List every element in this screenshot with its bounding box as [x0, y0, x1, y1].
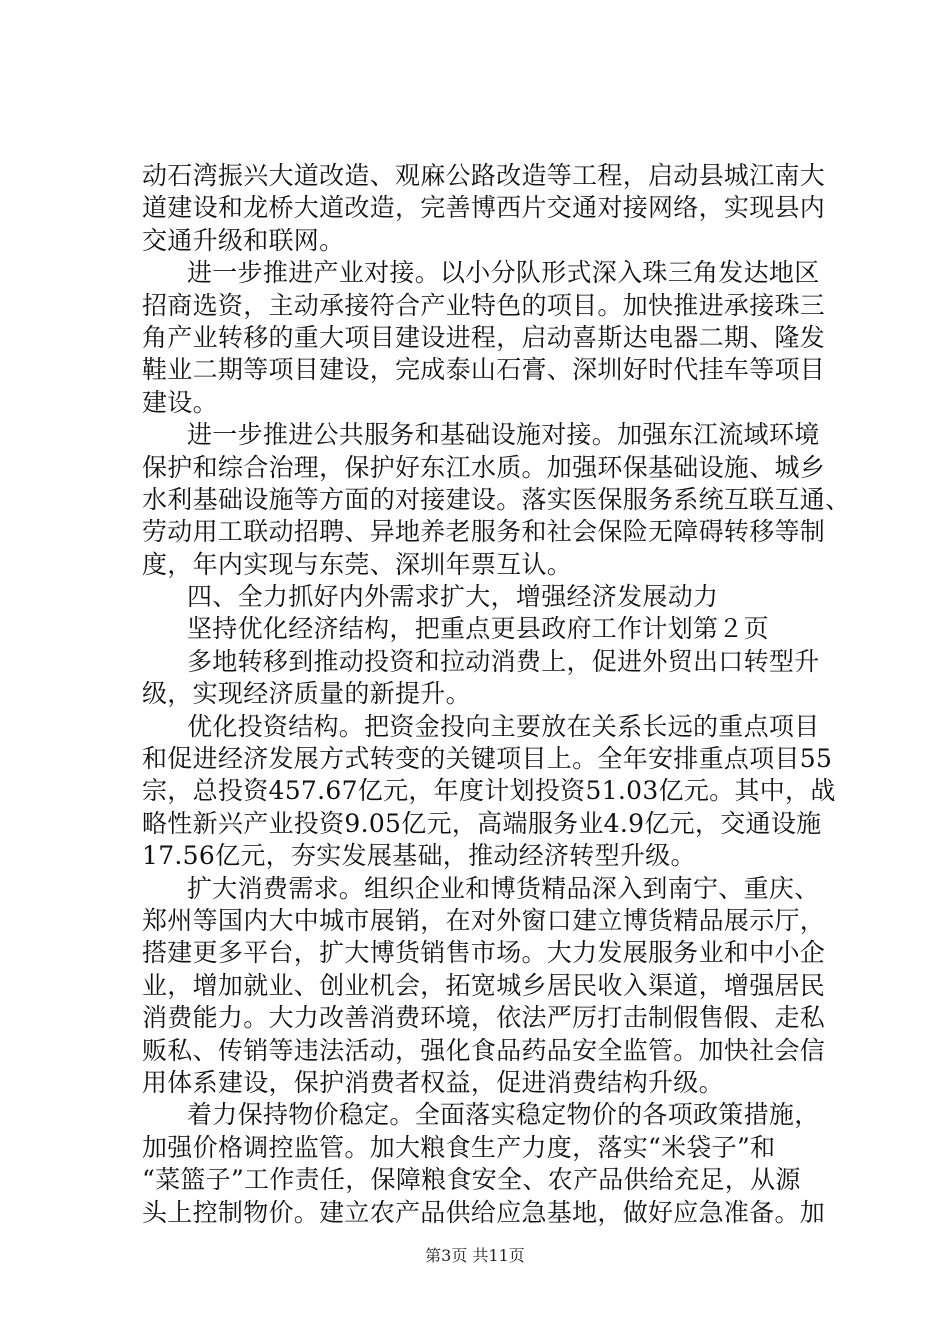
text-line: 水利基础设施等方面的对接建设。落实医保服务系统互联互通、 [142, 484, 851, 514]
text-line: 搭建更多平台，扩大博货销售市场。大力发展服务业和中小企 [142, 938, 826, 968]
paragraph-start-line: 多地转移到推动投资和拉动消费上，促进外贸出口转型升 [187, 646, 820, 676]
text-line: 宗，总投资457.67亿元，年度计划投资51.03亿元。其中，战 [142, 776, 836, 806]
text-line: 17.56亿元，夯实发展基础，推动经济转型升级。 [142, 841, 696, 871]
text-line: “菜篮子”工作责任，保障粮食安全、农产品供给充足，从源 [142, 1165, 801, 1195]
page-number-footer: 第3页 共11页 [425, 1246, 525, 1265]
paragraph-start-line: 优化投资结构。把资金投向主要放在关系长远的重点项目 [187, 711, 820, 741]
text-line: 动石湾振兴大道改造、观麻公路改造等工程，启动县城江南大 [142, 161, 826, 190]
text-line: 级，实现经济质量的新提升。 [142, 679, 471, 709]
paragraph-start-line: 坚持优化经济结构，把重点更县政府工作计划第２页 [187, 614, 769, 644]
text-line: 用体系建设，保护消费者权益，促进消费结构升级。 [142, 1067, 724, 1097]
text-line: 保护和综合治理，保护好东江水质。加强环保基础设施、城乡 [142, 452, 826, 482]
text-line: 业，增加就业、创业机会，拓宽城乡居民收入渠道，增强居民 [142, 970, 826, 1000]
text-line: 郑州等国内大中城市展销，在对外窗口建立博货精品展示厅， [142, 905, 826, 935]
text-line: 消费能力。大力改善消费环境，依法严厉打击制假售假、走私 [142, 1003, 826, 1033]
text-line: 建设。 [142, 387, 218, 417]
paragraph-start-line: 进一步推进公共服务和基础设施对接。加强东江流域环境 [187, 420, 820, 450]
text-line: 招商选资，主动承接符合产业特色的项目。加快推进承接珠三 [142, 290, 826, 320]
text-line: 加强价格调控监管。加大粮食生产力度，落实“米袋子”和 [142, 1132, 776, 1162]
text-line: 和促进经济发展方式转变的关键项目上。全年安排重点项目55 [142, 744, 833, 774]
text-line: 略性新兴产业投资9.05亿元，高端服务业4.9亿元，交通设施 [142, 808, 822, 838]
paragraph-start-line: 扩大消费需求。组织企业和博货精品深入到南宁、重庆、 [187, 873, 820, 903]
text-line: 交通升级和联网。 [142, 225, 345, 255]
text-line: 道建设和龙桥大道改造，完善博西片交通对接网络，实现县内 [142, 193, 826, 223]
paragraph-start-line: 着力保持物价稳定。全面落实稳定物价的各项政策措施， [187, 1100, 820, 1130]
text-line: 鞋业二期等项目建设，完成泰山石膏、深圳好时代挂车等项目 [142, 355, 826, 385]
text-line: 头上控制物价。建立农产品供给应急基地，做好应急准备。加 [142, 1197, 826, 1227]
document-body [142, 160, 851, 1229]
text-line: 贩私、传销等违法活动，强化食品药品安全监管。加快社会信 [142, 1035, 826, 1065]
text-line: 角产业转移的重大项目建设进程，启动喜斯达电器二期、隆发 [142, 322, 826, 352]
text-line: 劳动用工联动招聘、异地养老服务和社会保险无障碍转移等制 [142, 517, 826, 547]
section-heading: 四、全力抓好内外需求扩大，增强经济发展动力 [187, 582, 719, 612]
text-line: 度，年内实现与东莞、深圳年票互认。 [142, 549, 573, 579]
paragraph-start-line: 进一步推进产业对接。以小分队形式深入珠三角发达地区 [187, 258, 820, 288]
